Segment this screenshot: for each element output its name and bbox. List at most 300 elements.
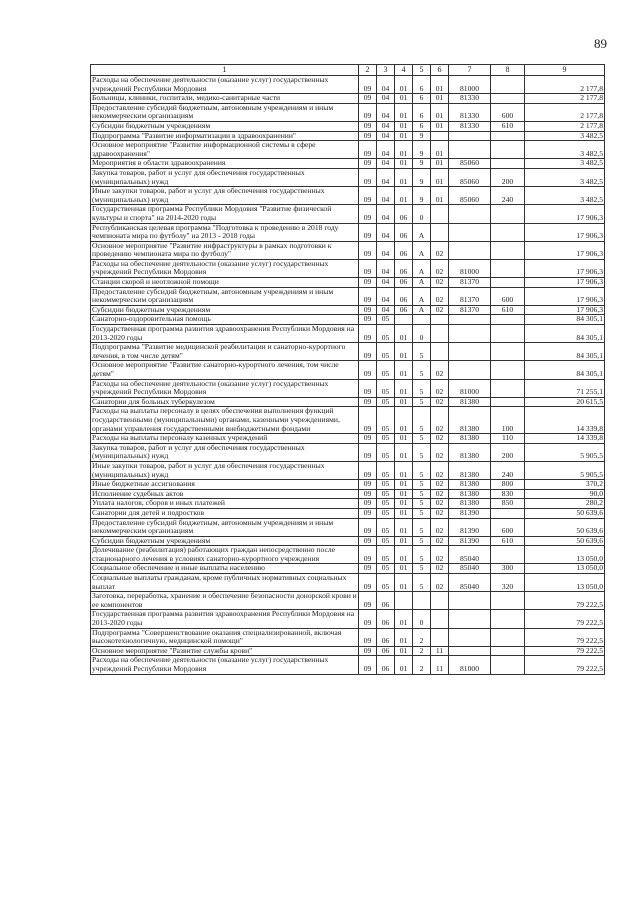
code-expense-type-cell: 850	[491, 499, 525, 509]
code-expense-type-cell	[491, 592, 525, 610]
code-subprogram-cell: А	[413, 287, 431, 305]
amount-cell: 84 305,1	[525, 361, 605, 379]
code-subsection-cell: 04	[377, 131, 395, 141]
amount-cell: 2 177,8	[525, 94, 605, 104]
code-program-cell: 01	[395, 628, 413, 646]
row-name-cell: Социальные выплаты гражданам, кроме публичных нормативных социальных выплат	[91, 574, 359, 592]
table-row	[91, 407, 605, 434]
code-program-cell: 01	[395, 508, 413, 518]
code-program-cell	[395, 315, 413, 325]
code-expense-type-cell	[491, 379, 525, 397]
code-expense-type-cell: 110	[491, 434, 525, 444]
row-name-cell: Основное мероприятие "Развитие информационной системы в сфере здравоохранения"	[91, 141, 359, 159]
code-subprogram-cell: 9	[413, 187, 431, 205]
code-subprogram-cell: 5	[413, 361, 431, 379]
code-subsection-cell: 04	[377, 103, 395, 121]
code-subsection-cell: 05	[377, 480, 395, 490]
code-program-cell: 06	[395, 287, 413, 305]
code-expense-type-cell	[491, 159, 525, 169]
table-row	[91, 278, 605, 288]
code-direction-cell	[449, 343, 491, 361]
row-name-cell: Закупка товаров, работ и услуг для обеспечения государственных (муниципальных) нужд	[91, 443, 359, 461]
code-program-cell: 01	[395, 574, 413, 592]
code-subprogram-cell: 5	[413, 379, 431, 397]
code-section-cell: 09	[359, 628, 377, 646]
code-subsection-cell: 04	[377, 241, 395, 259]
code-program-cell: 01	[395, 103, 413, 121]
code-subprogram-cell: 2	[413, 628, 431, 646]
table-row	[91, 610, 605, 628]
row-name-cell: Основное мероприятие "Развитие службы крови"	[91, 646, 359, 656]
code-direction-cell	[449, 315, 491, 325]
amount-cell: 13 050,0	[525, 546, 605, 564]
code-direction-cell: 85060	[449, 187, 491, 205]
code-subprogram-cell: 0	[413, 205, 431, 223]
code-activity-cell: 11	[431, 656, 449, 674]
amount-cell: 79 222,5	[525, 628, 605, 646]
code-section-cell: 09	[359, 343, 377, 361]
code-activity-cell: 02	[431, 546, 449, 564]
table-body	[91, 76, 605, 675]
amount-cell: 5 905,5	[525, 461, 605, 479]
column-header: 9	[525, 65, 605, 76]
code-activity-cell: 02	[431, 564, 449, 574]
code-expense-type-cell	[491, 508, 525, 518]
amount-cell: 79 222,5	[525, 646, 605, 656]
code-program-cell: 06	[395, 305, 413, 315]
code-activity-cell: 01	[431, 121, 449, 131]
column-header: 1	[91, 65, 359, 76]
column-header: 4	[395, 65, 413, 76]
code-expense-type-cell	[491, 131, 525, 141]
amount-cell: 17 906,3	[525, 287, 605, 305]
code-subprogram-cell: 9	[413, 159, 431, 169]
code-direction-cell: 81370	[449, 305, 491, 315]
code-subprogram-cell: А	[413, 305, 431, 315]
amount-cell: 13 050,0	[525, 564, 605, 574]
code-subsection-cell: 04	[377, 121, 395, 131]
code-section-cell: 09	[359, 656, 377, 674]
code-section-cell: 09	[359, 564, 377, 574]
table-row	[91, 443, 605, 461]
code-subprogram-cell: 5	[413, 489, 431, 499]
code-subsection-cell: 04	[377, 287, 395, 305]
code-section-cell: 09	[359, 646, 377, 656]
code-direction-cell: 81000	[449, 656, 491, 674]
code-expense-type-cell	[491, 628, 525, 646]
table-row	[91, 461, 605, 479]
code-program-cell: 01	[395, 480, 413, 490]
code-section-cell: 09	[359, 168, 377, 186]
amount-cell: 17 906,3	[525, 259, 605, 277]
code-expense-type-cell	[491, 141, 525, 159]
code-expense-type-cell: 200	[491, 443, 525, 461]
row-name-cell: Уплата налогов, сборов и иных платежей	[91, 499, 359, 509]
code-program-cell: 01	[395, 461, 413, 479]
table-row	[91, 499, 605, 509]
code-activity-cell: 02	[431, 287, 449, 305]
code-program-cell: 01	[395, 518, 413, 536]
code-subsection-cell: 05	[377, 397, 395, 407]
code-program-cell: 06	[395, 241, 413, 259]
code-subsection-cell: 05	[377, 546, 395, 564]
code-activity-cell: 02	[431, 241, 449, 259]
code-program-cell	[395, 592, 413, 610]
row-name-cell: Заготовка, переработка, хранение и обеспечение безопасности донорской крови и ее компонентов	[92, 591, 357, 609]
table-row	[91, 287, 605, 305]
code-program-cell: 01	[395, 499, 413, 509]
code-program-cell: 01	[395, 489, 413, 499]
code-expense-type-cell: 610	[491, 536, 525, 546]
code-subsection-cell: 05	[377, 574, 395, 592]
code-activity-cell: 01	[431, 76, 449, 94]
row-name-cell: Предоставление субсидий бюджетным, автономным учреждениям и иным некоммерческим организациям	[91, 518, 359, 536]
row-name-cell: Долечивание (реабилитация) работающих граждан непосредственно после стационарного лечения в условиях санаторно-курортного учреждения	[91, 546, 359, 564]
table-row	[91, 343, 605, 361]
code-subsection-cell: 04	[377, 76, 395, 94]
code-activity-cell: 02	[431, 379, 449, 397]
code-activity-cell: 01	[431, 103, 449, 121]
code-program-cell: 01	[395, 131, 413, 141]
code-activity-cell: 02	[431, 443, 449, 461]
code-activity-cell: 02	[431, 489, 449, 499]
code-expense-type-cell	[491, 223, 525, 241]
row-name-cell: Иные закупки товаров, работ и услуг для обеспечения государственных (муниципальных) нужд	[91, 187, 359, 205]
amount-cell: 3 482,5	[525, 168, 605, 186]
amount-cell: 79 222,5	[525, 656, 605, 674]
table-row	[91, 434, 605, 444]
row-name-cell: Расходы на обеспечение деятельности (оказание услуг) государственных учреждений Республики Мордовия	[91, 379, 359, 397]
code-direction-cell	[449, 592, 491, 610]
amount-cell: 3 482,5	[525, 187, 605, 205]
code-activity-cell: 01	[431, 141, 449, 159]
code-direction-cell	[449, 241, 491, 259]
code-direction-cell: 81330	[449, 121, 491, 131]
row-name-cell: Подпрограмма "Совершенствование оказания специализированной, включая высокотехнологичную, медицинской помощи"	[91, 628, 359, 646]
code-program-cell: 01	[395, 397, 413, 407]
code-direction-cell: 81000	[449, 379, 491, 397]
amount-cell: 370,2	[525, 480, 605, 490]
table-row	[91, 121, 605, 131]
code-subsection-cell: 06	[377, 646, 395, 656]
code-section-cell: 09	[359, 536, 377, 546]
code-direction-cell: 81380	[449, 480, 491, 490]
code-program-cell: 01	[395, 361, 413, 379]
row-name-cell: Мероприятия в области здравоохранения	[91, 159, 359, 169]
code-activity-cell: 02	[431, 574, 449, 592]
code-subprogram-cell: 5	[413, 461, 431, 479]
budget-table	[90, 64, 605, 675]
table-row	[91, 94, 605, 104]
row-name-cell: Расходы на обеспечение деятельности (оказание услуг) государственных учреждений Республики Мордовия	[91, 76, 359, 94]
code-expense-type-cell	[491, 361, 525, 379]
code-direction-cell	[449, 141, 491, 159]
row-name-cell: Закупка товаров, работ и услуг для обеспечения государственных (муниципальных) нужд	[91, 168, 359, 186]
code-direction-cell: 81380	[449, 397, 491, 407]
code-section-cell: 09	[359, 223, 377, 241]
code-subprogram-cell: 2	[413, 656, 431, 674]
amount-cell: 2 177,8	[525, 103, 605, 121]
code-subsection-cell: 05	[377, 518, 395, 536]
code-subsection-cell: 04	[377, 305, 395, 315]
code-activity-cell: 02	[431, 434, 449, 444]
code-direction-cell	[449, 646, 491, 656]
code-section-cell: 09	[359, 287, 377, 305]
code-section-cell: 09	[359, 241, 377, 259]
column-header: 6	[431, 65, 449, 76]
code-section-cell: 09	[359, 518, 377, 536]
table-row	[91, 159, 605, 169]
code-expense-type-cell: 830	[491, 489, 525, 499]
amount-cell: 3 482,5	[525, 141, 605, 159]
table-row	[91, 574, 605, 592]
code-expense-type-cell	[491, 94, 525, 104]
code-activity-cell: 02	[431, 407, 449, 434]
code-program-cell: 01	[395, 610, 413, 628]
code-section-cell: 09	[359, 187, 377, 205]
code-subsection-cell: 05	[377, 508, 395, 518]
row-name-cell: Больницы, клиники, госпитали, медико-санитарные части	[91, 94, 359, 104]
code-subprogram-cell	[413, 315, 431, 325]
code-direction-cell: 81380	[449, 434, 491, 444]
table-row	[91, 480, 605, 490]
code-direction-cell	[449, 628, 491, 646]
code-program-cell: 01	[395, 141, 413, 159]
table-row	[91, 379, 605, 397]
code-subprogram-cell: 5	[413, 343, 431, 361]
code-subprogram-cell: 6	[413, 121, 431, 131]
code-subprogram-cell: 9	[413, 131, 431, 141]
code-activity-cell: 02	[431, 536, 449, 546]
row-name-cell: Государственная программа Республики Мордовия "Развитие физической культуры и спорта" на 2014-2020 годы	[91, 205, 359, 223]
amount-cell: 5 905,5	[525, 443, 605, 461]
row-name-cell: Субсидии бюджетным учреждениям	[91, 536, 359, 546]
code-subsection-cell: 05	[377, 564, 395, 574]
code-program-cell: 01	[395, 94, 413, 104]
code-activity-cell	[431, 628, 449, 646]
code-section-cell: 09	[359, 278, 377, 288]
code-activity-cell: 02	[431, 397, 449, 407]
amount-cell: 79 222,5	[525, 592, 605, 610]
row-name-cell: Расходы на обеспечение деятельности (оказание услуг) государственных учреждений Республики Мордовия	[91, 259, 359, 277]
code-direction-cell: 81370	[449, 278, 491, 288]
code-section-cell: 09	[359, 141, 377, 159]
code-program-cell: 01	[395, 646, 413, 656]
code-subprogram-cell: 5	[413, 518, 431, 536]
table-row	[91, 259, 605, 277]
code-direction-cell: 85040	[449, 546, 491, 564]
amount-cell: 50 639,6	[525, 508, 605, 518]
code-subprogram-cell: 0	[413, 325, 431, 343]
code-activity-cell	[431, 131, 449, 141]
code-section-cell: 09	[359, 546, 377, 564]
amount-cell: 14 339,8	[525, 407, 605, 434]
code-expense-type-cell: 240	[491, 461, 525, 479]
code-subsection-cell: 04	[377, 205, 395, 223]
code-subprogram-cell: 5	[413, 508, 431, 518]
code-subprogram-cell: А	[413, 223, 431, 241]
code-program-cell: 01	[395, 536, 413, 546]
code-activity-cell: 02	[431, 461, 449, 479]
code-subprogram-cell: 9	[413, 168, 431, 186]
code-section-cell: 09	[359, 574, 377, 592]
amount-cell: 90,0	[525, 489, 605, 499]
code-section-cell: 09	[359, 259, 377, 277]
header-row	[91, 65, 605, 76]
code-program-cell: 01	[395, 656, 413, 674]
code-section-cell: 09	[359, 610, 377, 628]
code-subprogram-cell: 5	[413, 434, 431, 444]
amount-cell: 3 482,5	[525, 131, 605, 141]
table-row	[91, 223, 605, 241]
table-row	[91, 168, 605, 186]
table-row	[91, 546, 605, 564]
code-subprogram-cell: А	[413, 259, 431, 277]
code-expense-type-cell: 100	[491, 407, 525, 434]
row-name-cell: Станции скорой и неотложной помощи	[91, 278, 359, 288]
code-subprogram-cell: 6	[413, 103, 431, 121]
code-subsection-cell: 04	[377, 141, 395, 159]
code-direction-cell	[449, 610, 491, 628]
code-direction-cell: 81380	[449, 489, 491, 499]
row-name-cell: Расходы на выплаты персоналу в целях обеспечения выполнения функций государственными (муниципальными) органами, казенными учреждениями, органами управления государственными внебюджетными фондами	[91, 407, 359, 434]
code-program-cell: 06	[395, 259, 413, 277]
code-program-cell: 01	[395, 379, 413, 397]
amount-cell: 17 906,3	[525, 305, 605, 315]
row-name-cell: Подпрограмма "Развитие медицинской реабилитации и санаторно-курортного лечения, в том числе детям"	[91, 343, 359, 361]
row-name-cell: Государственная программа развития здравоохранения Республики Мордовия на 2013-2020 годы	[91, 610, 359, 628]
code-expense-type-cell	[491, 315, 525, 325]
table-row	[91, 361, 605, 379]
code-direction-cell: 85040	[449, 574, 491, 592]
code-direction-cell: 81380	[449, 443, 491, 461]
code-section-cell: 09	[359, 480, 377, 490]
code-direction-cell: 85040	[449, 564, 491, 574]
column-header: 5	[413, 65, 431, 76]
code-expense-type-cell	[491, 610, 525, 628]
row-name-cell: Расходы на обеспечение деятельности (оказание услуг) государственных учреждений Республики Мордовия	[91, 656, 359, 674]
code-subsection-cell: 05	[377, 361, 395, 379]
code-subprogram-cell: 9	[413, 141, 431, 159]
amount-cell: 280,2	[525, 499, 605, 509]
code-section-cell: 09	[359, 361, 377, 379]
code-direction-cell: 81370	[449, 287, 491, 305]
row-name-cell: Республиканская целевая программа "Подготовка к проведению в 2018 году чемпионата мира по футболу" на 2013 - 2018 годы	[91, 223, 359, 241]
row-name-cell: Государственная программа развития здравоохранения Республики Мордовия на 2013-2020 годы	[91, 325, 359, 343]
code-expense-type-cell	[491, 205, 525, 223]
code-expense-type-cell	[491, 546, 525, 564]
amount-cell: 17 906,3	[525, 223, 605, 241]
code-direction-cell: 85060	[449, 168, 491, 186]
code-subsection-cell: 05	[377, 443, 395, 461]
code-subsection-cell: 04	[377, 278, 395, 288]
amount-cell: 17 906,3	[525, 278, 605, 288]
row-name-cell: Основное мероприятие "Развитие санаторно-курортного лечения, том числе детям"	[91, 361, 359, 379]
code-expense-type-cell: 600	[491, 518, 525, 536]
row-name-cell: Предоставление субсидий бюджетным, автономным учреждениям и иным некоммерческим организациям	[91, 287, 359, 305]
row-name-cell: Иные бюджетные ассигнования	[91, 480, 359, 490]
table-row	[91, 76, 605, 94]
code-program-cell: 01	[395, 564, 413, 574]
code-section-cell: 09	[359, 592, 377, 610]
code-direction-cell: 81000	[449, 259, 491, 277]
code-subsection-cell: 05	[377, 434, 395, 444]
code-activity-cell	[431, 223, 449, 241]
page-number: 89	[594, 36, 607, 51]
column-header: 7	[449, 65, 491, 76]
code-expense-type-cell: 200	[491, 168, 525, 186]
code-direction-cell: 81380	[449, 461, 491, 479]
code-subsection-cell: 05	[377, 489, 395, 499]
table-row	[91, 592, 605, 610]
code-subsection-cell: 04	[377, 223, 395, 241]
code-program-cell: 01	[395, 343, 413, 361]
code-program-cell: 01	[395, 187, 413, 205]
code-section-cell: 09	[359, 325, 377, 343]
code-subprogram-cell: 5	[413, 397, 431, 407]
code-program-cell: 01	[395, 443, 413, 461]
code-subprogram-cell: 2	[413, 646, 431, 656]
table-row	[91, 325, 605, 343]
code-program-cell: 01	[395, 76, 413, 94]
code-subsection-cell: 05	[377, 325, 395, 343]
code-direction-cell: 81000	[449, 76, 491, 94]
code-direction-cell: 81390	[449, 518, 491, 536]
column-header: 2	[359, 65, 377, 76]
code-section-cell: 09	[359, 407, 377, 434]
code-section-cell: 09	[359, 397, 377, 407]
code-section-cell: 09	[359, 315, 377, 325]
code-section-cell: 09	[359, 489, 377, 499]
code-activity-cell	[431, 325, 449, 343]
code-activity-cell	[431, 592, 449, 610]
code-expense-type-cell: 800	[491, 480, 525, 490]
table-row	[91, 518, 605, 536]
code-activity-cell: 01	[431, 187, 449, 205]
code-subprogram-cell: 5	[413, 443, 431, 461]
code-activity-cell: 02	[431, 518, 449, 536]
code-subsection-cell: 06	[377, 628, 395, 646]
code-section-cell: 09	[359, 159, 377, 169]
amount-cell: 71 255,1	[525, 379, 605, 397]
code-expense-type-cell	[491, 325, 525, 343]
amount-cell: 3 482,5	[525, 159, 605, 169]
amount-cell: 84 305,1	[525, 343, 605, 361]
amount-cell: 79 222,5	[525, 610, 605, 628]
amount-cell: 17 906,3	[525, 241, 605, 259]
code-subsection-cell: 05	[377, 461, 395, 479]
code-subsection-cell: 05	[377, 407, 395, 434]
code-section-cell: 09	[359, 94, 377, 104]
code-activity-cell: 01	[431, 168, 449, 186]
code-direction-cell	[449, 131, 491, 141]
code-expense-type-cell	[491, 259, 525, 277]
code-activity-cell: 01	[431, 94, 449, 104]
code-subsection-cell: 06	[377, 610, 395, 628]
code-direction-cell: 81380	[449, 407, 491, 434]
code-subprogram-cell	[413, 592, 431, 610]
code-program-cell: 01	[395, 121, 413, 131]
code-program-cell: 01	[395, 325, 413, 343]
code-section-cell: 09	[359, 131, 377, 141]
table-row	[91, 628, 605, 646]
code-activity-cell: 11	[431, 646, 449, 656]
table-row	[91, 508, 605, 518]
code-expense-type-cell: 300	[491, 564, 525, 574]
row-name-cell: Субсидии бюджетным учреждениям	[91, 305, 359, 315]
code-activity-cell: 02	[431, 480, 449, 490]
column-header: 8	[491, 65, 525, 76]
